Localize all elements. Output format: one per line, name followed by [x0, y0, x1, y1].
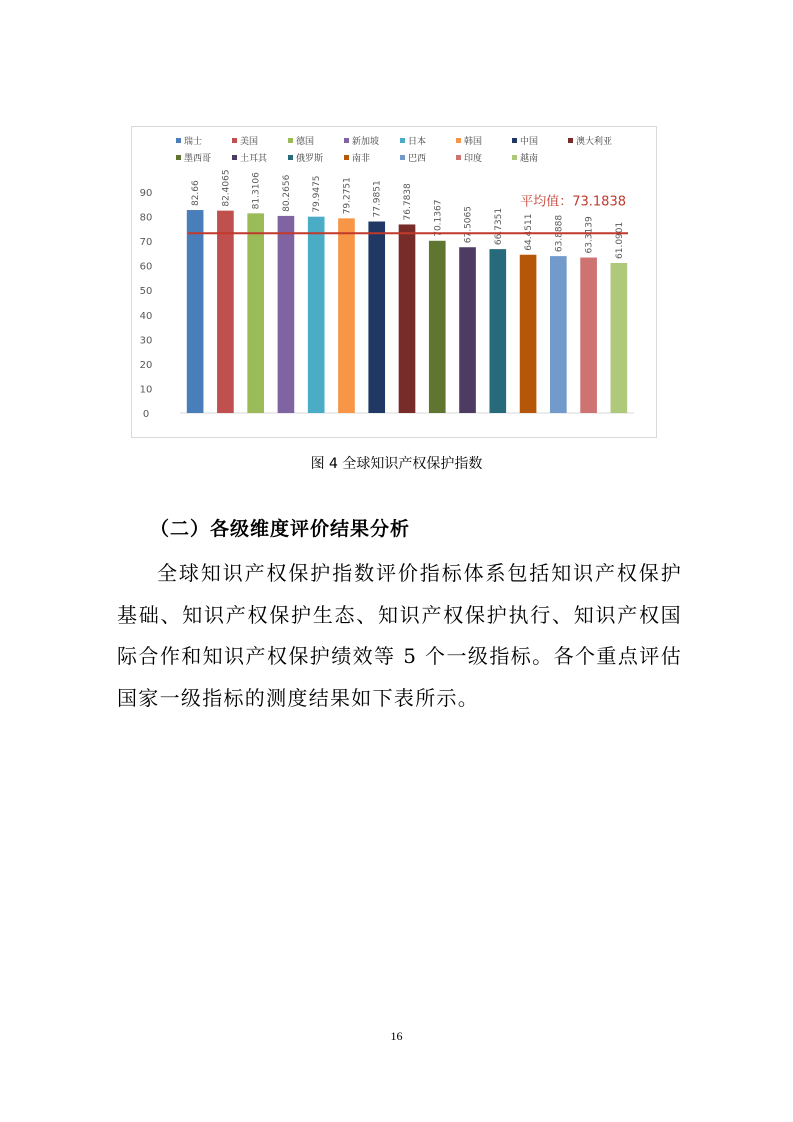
bar-value-label-7: 76.7838	[403, 183, 413, 221]
legend-swatch-9	[232, 155, 237, 160]
bar-value-label-5: 79.2751	[342, 177, 353, 215]
bar-2	[247, 213, 264, 413]
legend-swatch-3	[344, 138, 349, 143]
y-tick-label-5: 50	[139, 286, 153, 298]
bar-value-label-10: 66.7351	[493, 207, 504, 246]
legend-label-14: 越南	[520, 154, 539, 164]
page-number: 16	[390, 1029, 403, 1043]
bar-value-label-3: 80.2656	[281, 174, 292, 212]
legend-label-8: 墨西哥	[184, 154, 212, 164]
legend-label-11: 南非	[352, 154, 371, 164]
body-paragraph: 全球知识产权保护指数评价指标体系包括知识产权保护基础、知识产权保护生态、知识产权保护执行、知识产权国际合作和知识产权保护绩效等 5 个一级指标。各个重点评估国家一级指标的测度结果如下表所示。	[117, 561, 682, 710]
y-tick-label-1: 10	[139, 384, 153, 396]
legend-label-1: 美国	[240, 137, 259, 147]
legend-swatch-13	[456, 155, 461, 160]
bar-4	[308, 217, 325, 413]
legend-label-5: 韩国	[464, 137, 483, 147]
y-tick-label-3: 30	[139, 335, 153, 347]
legend-label-4: 日本	[408, 137, 427, 147]
bar-value-label-8: 70.1367	[433, 199, 444, 237]
y-tick-label-2: 20	[139, 359, 153, 371]
bar-7	[399, 224, 416, 413]
bar-1	[217, 211, 234, 413]
legend-swatch-12	[400, 155, 405, 160]
bar-value-label-12: 63.8888	[554, 214, 565, 253]
legend-swatch-1	[232, 138, 237, 143]
bar-value-label-1: 82.4065	[221, 169, 232, 207]
legend-swatch-11	[344, 155, 349, 160]
bar-value-label-14: 61.0901	[614, 221, 625, 259]
legend-label-6: 中国	[520, 137, 539, 147]
y-tick-label-4: 40	[139, 310, 153, 322]
bar-9	[459, 247, 476, 413]
bar-chart	[132, 127, 656, 437]
bar-value-label-4: 79.9475	[312, 175, 323, 213]
figure-caption: 图 4 全球知识产权保护指数	[310, 456, 483, 472]
legend-swatch-14	[512, 155, 517, 160]
bar-13	[580, 258, 597, 413]
legend-label-0: 瑞士	[184, 137, 203, 147]
legend-swatch-2	[288, 138, 293, 143]
legend-swatch-7	[568, 138, 573, 143]
bar-6	[368, 222, 385, 413]
legend-swatch-5	[456, 138, 461, 143]
bar-14	[611, 263, 628, 413]
bar-value-label-2: 81.3106	[251, 172, 262, 210]
section-heading: （二）各级维度评价结果分析	[150, 518, 411, 540]
legend-swatch-8	[176, 155, 181, 160]
bar-value-label-9: 67.5065	[463, 206, 474, 244]
y-tick-label-8: 80	[139, 212, 153, 224]
bar-8	[429, 241, 446, 413]
legend-label-7: 澳大利亚	[576, 137, 613, 147]
bar-value-label-6: 77.9851	[372, 180, 383, 218]
bar-value-label-13: 63.3139	[584, 216, 595, 254]
bar-value-label-0: 82.66	[191, 180, 202, 207]
legend-swatch-10	[288, 155, 293, 160]
y-tick-label-0: 0	[142, 409, 150, 420]
legend-swatch-6	[512, 138, 517, 143]
bar-10	[489, 249, 506, 413]
bar-11	[520, 255, 537, 413]
legend-swatch-4	[400, 138, 405, 143]
y-tick-label-7: 70	[139, 237, 153, 249]
bar-5	[338, 218, 355, 413]
legend-label-10: 俄罗斯	[296, 154, 324, 164]
legend-label-12: 巴西	[408, 154, 427, 164]
y-tick-label-9: 90	[139, 188, 153, 199]
legend-label-9: 土耳其	[240, 154, 268, 164]
legend-label-2: 德国	[296, 137, 315, 147]
chart-frame	[131, 126, 657, 438]
legend-swatch-0	[176, 138, 181, 143]
y-tick-label-6: 60	[139, 261, 153, 273]
legend-label-3: 新加坡	[352, 137, 380, 147]
bar-value-label-11: 64.4511	[524, 213, 535, 251]
bar-0	[187, 210, 204, 413]
bar-12	[550, 256, 567, 413]
legend-label-13: 印度	[464, 154, 483, 164]
average-label: 平均值：73.1838	[520, 194, 626, 210]
bar-3	[278, 216, 295, 413]
